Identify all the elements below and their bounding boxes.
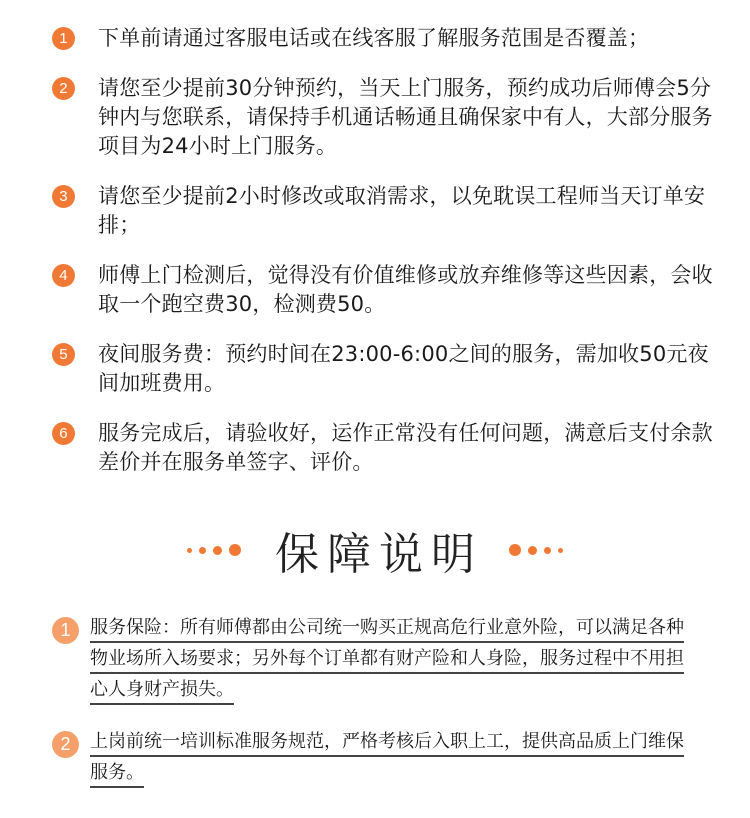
dot bbox=[509, 544, 521, 556]
number-badge: 4 bbox=[52, 264, 75, 287]
rule-item bbox=[52, 24, 722, 53]
guarantee-item bbox=[52, 726, 692, 788]
dot bbox=[229, 544, 241, 556]
number-badge: 6 bbox=[52, 422, 75, 445]
rule-item bbox=[52, 419, 722, 477]
rule-text: 师傅上门检测后，觉得没有价值维修或放弃维修等这些因素，会收取一个跑空费30，检测费50。 bbox=[98, 263, 713, 316]
rule-text: 请您至少提前2小时修改或取消需求，以免耽误工程师当天订单安排； bbox=[98, 184, 706, 237]
guarantee-text: 服务保险：所有师傅都由公司统一购买正规高危行业意外险，可以满足各种物业场所入场要求；另外每个订单都有财产险和人身险，服务过程中不用担心人身财产损失。 bbox=[90, 617, 684, 705]
guarantee-item bbox=[52, 612, 692, 705]
number-badge: 5 bbox=[52, 343, 75, 366]
rule-item bbox=[52, 182, 722, 240]
number-badge: 1 bbox=[52, 27, 75, 50]
dot bbox=[213, 546, 222, 555]
dot bbox=[528, 546, 537, 555]
rule-item bbox=[52, 261, 722, 319]
number-badge: 2 bbox=[52, 731, 79, 758]
dot bbox=[187, 548, 192, 553]
dot bbox=[558, 548, 563, 553]
rule-text: 服务完成后，请验收好，运作正常没有任何问题，满意后支付余款差价并在服务单签字、评价。 bbox=[98, 421, 713, 474]
number-badge: 3 bbox=[52, 185, 75, 208]
number-badge: 1 bbox=[52, 617, 79, 644]
guarantee-text: 上岗前统一培训标准服务规范，严格考核后入职上工，提供高品质上门维保服务。 bbox=[90, 731, 684, 788]
dot bbox=[199, 547, 206, 554]
rule-item bbox=[52, 74, 722, 161]
guarantee-list bbox=[52, 612, 692, 809]
dot bbox=[544, 547, 551, 554]
right-dots-decoration bbox=[509, 544, 563, 556]
left-dots-decoration bbox=[187, 544, 241, 556]
rule-text: 夜间服务费：预约时间在23:00-6:00之间的服务，需加收50元夜间加班费用。 bbox=[98, 342, 709, 395]
number-badge: 2 bbox=[52, 77, 75, 100]
rule-text: 下单前请通过客服电话或在线客服了解服务范围是否覆盖； bbox=[98, 26, 650, 50]
rule-item bbox=[52, 340, 722, 398]
service-rules-list bbox=[52, 24, 722, 498]
section-header bbox=[0, 520, 750, 580]
section-title: 保障说明 bbox=[275, 529, 483, 580]
rule-text: 请您至少提前30分钟预约，当天上门服务，预约成功后师傅会5分钟内与您联系，请保持手机通话畅通且确保家中有人，大部分服务项目为24小时上门服务。 bbox=[98, 76, 713, 158]
